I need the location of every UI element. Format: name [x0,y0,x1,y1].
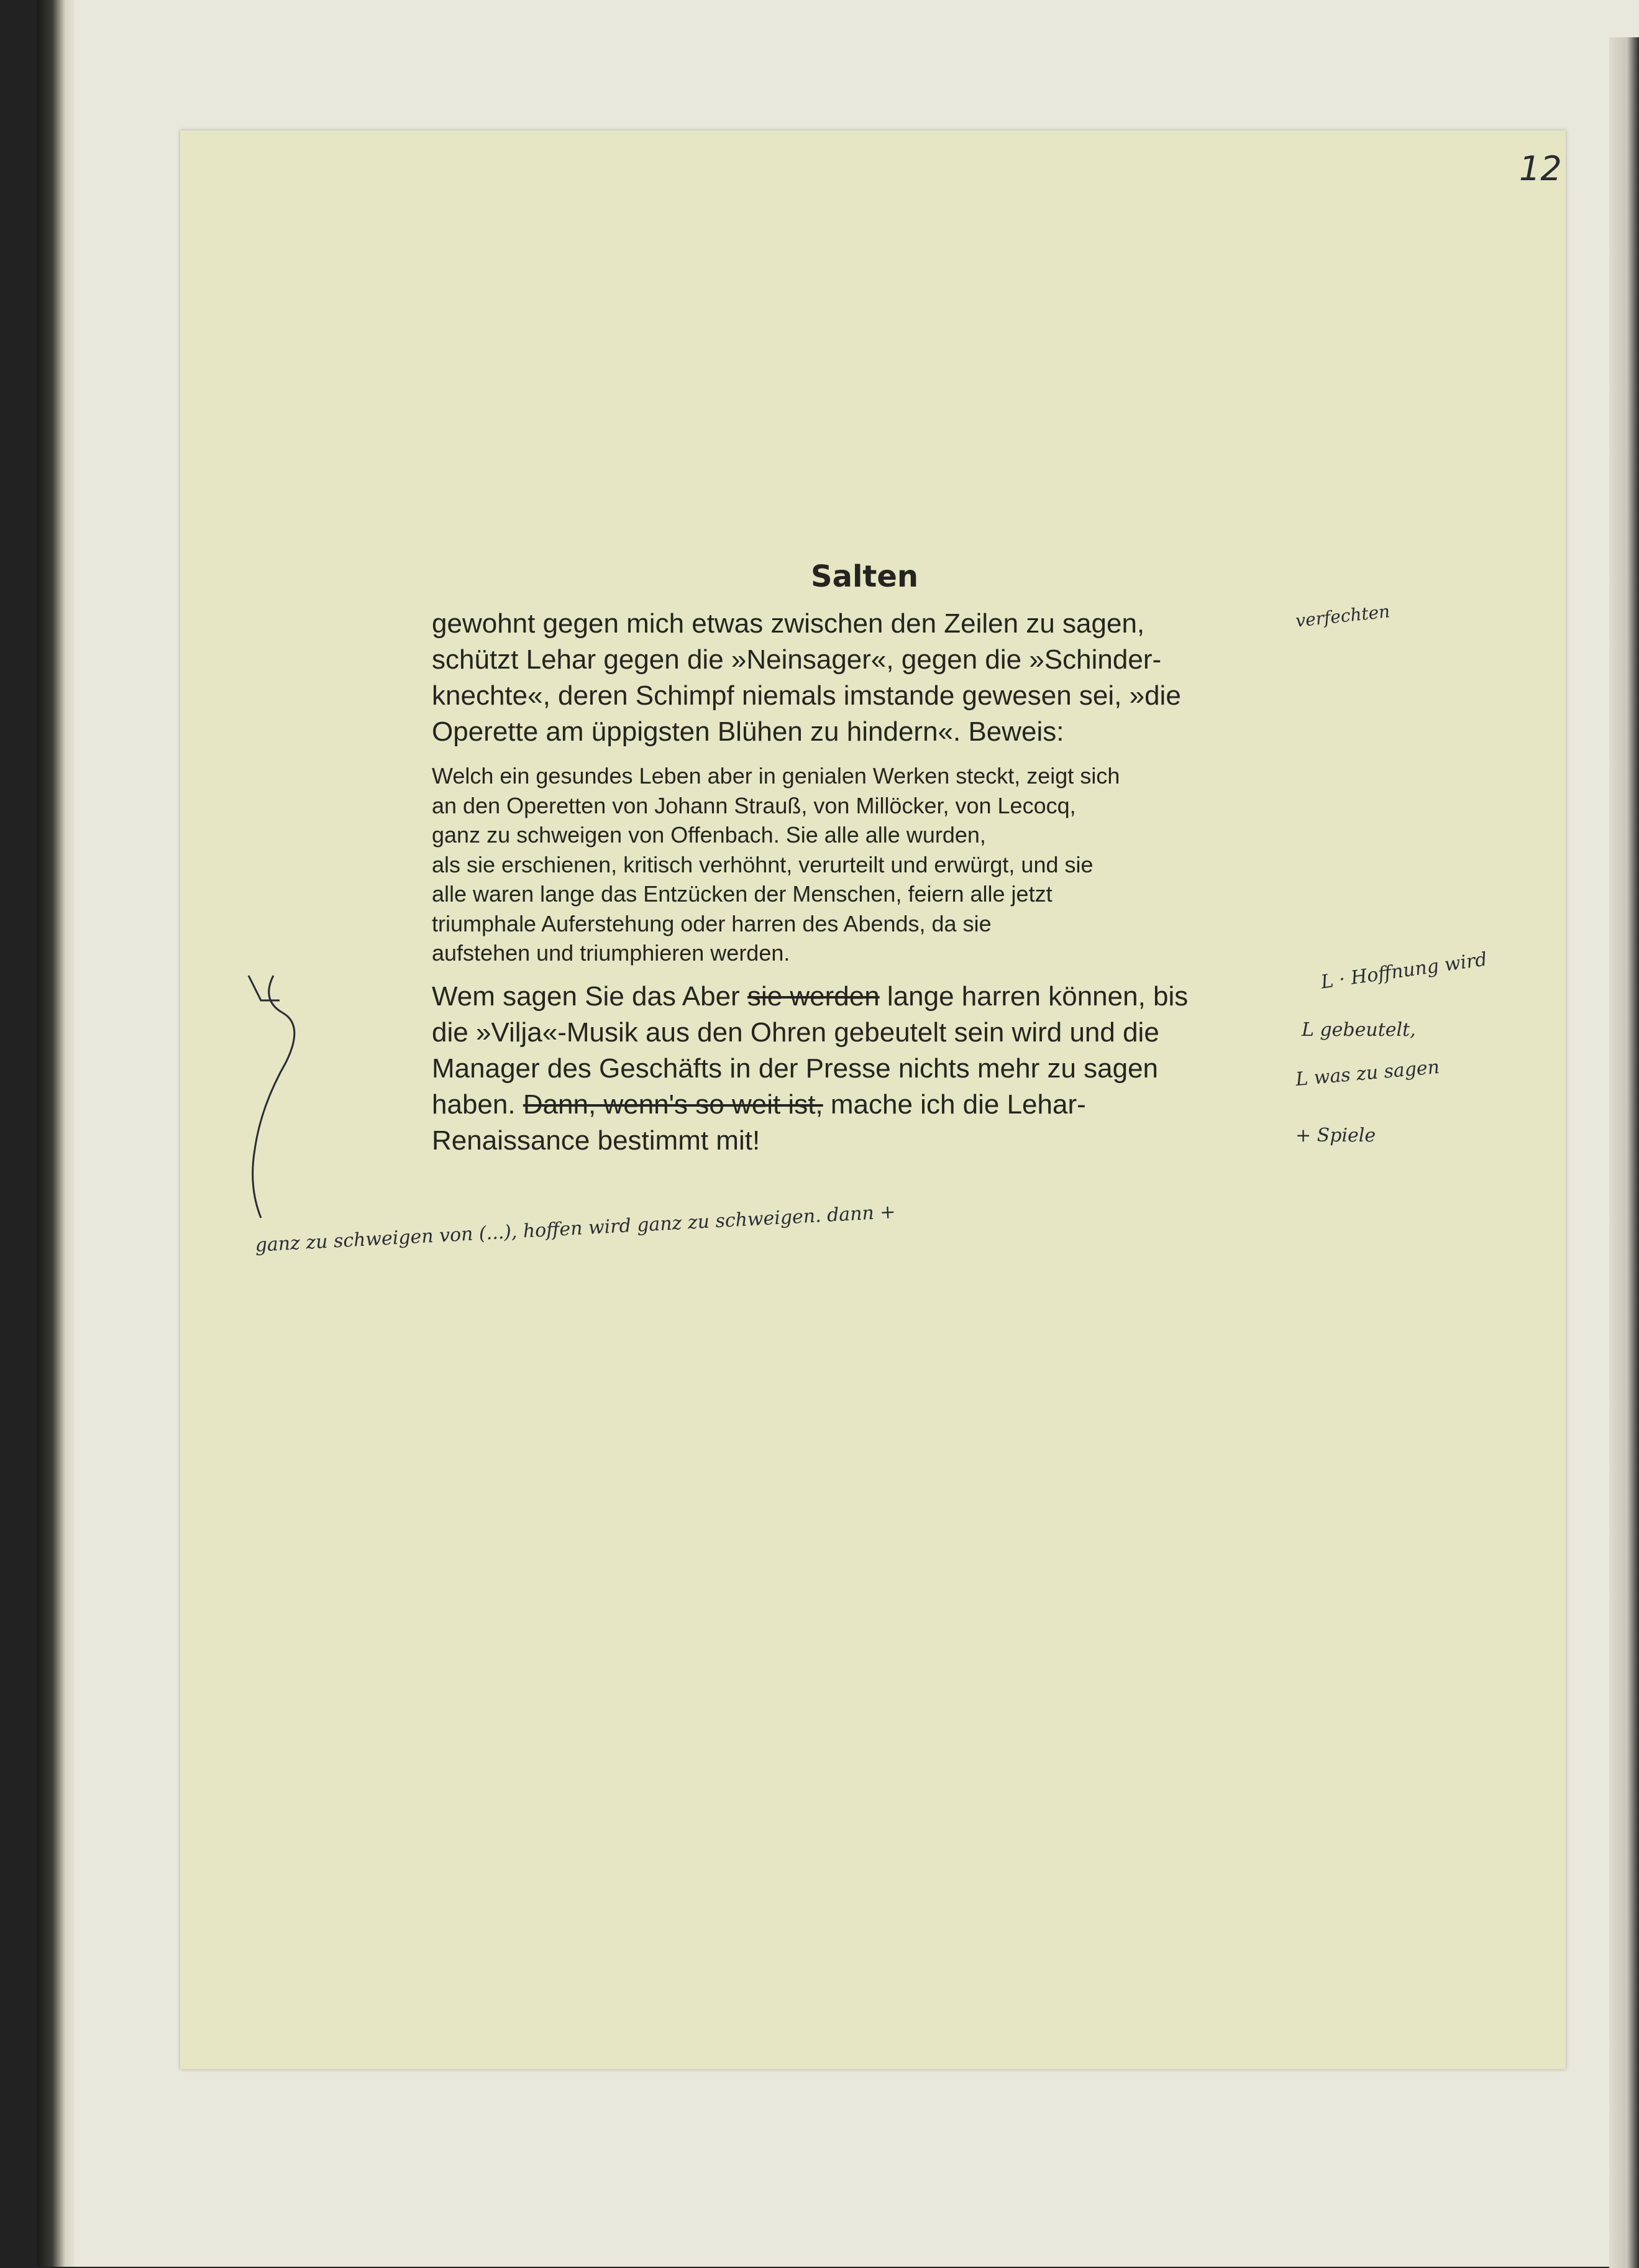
text-line: als sie erschienen, kritisch verhöhnt, verurteilt und erwürgt, und sie [432,851,1093,877]
text-line: aufstehen und triumphieren werden. [432,940,790,966]
handwritten-note: verfechten [1294,601,1391,631]
text-line [432,979,1292,1015]
book-spine [37,0,75,2267]
margin-bracket-mark [236,963,311,1224]
handwritten-note: L gebeutelt, [1302,1019,1416,1041]
handwritten-note: + Spiele [1295,1125,1376,1146]
page-number: 12 [1519,149,1562,188]
text-segment: haben. [432,1089,523,1120]
handwritten-note: L was zu sagen [1294,1056,1441,1091]
handwritten-note: ganz zu schweigen von (...), hoffen wird ganz zu schweigen. dann + [254,1201,897,1256]
struck-text: Dann, wenn's so weit ist, [523,1089,823,1120]
page-edge [1609,37,1639,2268]
paragraph-3 [432,979,1292,1159]
album-page [37,0,1639,2267]
text-line: triumphale Auferstehung oder harren des Abends, da sie [432,910,992,936]
text-line: Manager des Geschäfts in der Presse nichts mehr zu sagen [432,1053,1159,1084]
text-segment: lange harren können, bis [879,981,1189,1012]
paragraph-2-quote [432,761,1292,968]
text-line: die »Vilja«-Musik aus den Ohren gebeutelt sein wird und die [432,1017,1159,1048]
text-line [432,1087,1292,1123]
text-line: gewohnt gegen mich etwas zwischen den Zeilen zu sagen, [432,608,1145,639]
struck-text: sie werden [747,981,880,1012]
article-heading: Salten [811,559,919,594]
text-segment: Aber [675,981,747,1012]
text-line: Welch ein gesundes Leben aber in genialen Werken steckt, zeigt sich [432,763,1120,789]
text-line: an den Operetten von Johann Strauß, von Millöcker, von Lecocq, [432,792,1076,818]
paragraph-1 [432,606,1292,750]
text-line: alle waren lange das Entzücken der Menschen, feiern alle jetzt [432,881,1052,907]
text-line: Operette am üppigsten Blühen zu hindern«. Beweis: [432,716,1064,747]
text-line: knechte«, deren Schimpf niemals imstande gewesen sei, »die [432,680,1181,711]
text-line: schützt Lehar gegen die »Neinsager«, gegen die »Schinder- [432,644,1162,675]
text-line: Renaissance bestimmt mit! [432,1125,760,1156]
text-segment: Wem sagen Sie das [432,981,676,1012]
text-segment: mache ich die Lehar- [823,1089,1086,1120]
text-line: ganz zu schweigen von Offenbach. Sie alle alle wurden, [432,822,986,848]
handwritten-note: L · Hoffnung wird [1319,948,1489,994]
